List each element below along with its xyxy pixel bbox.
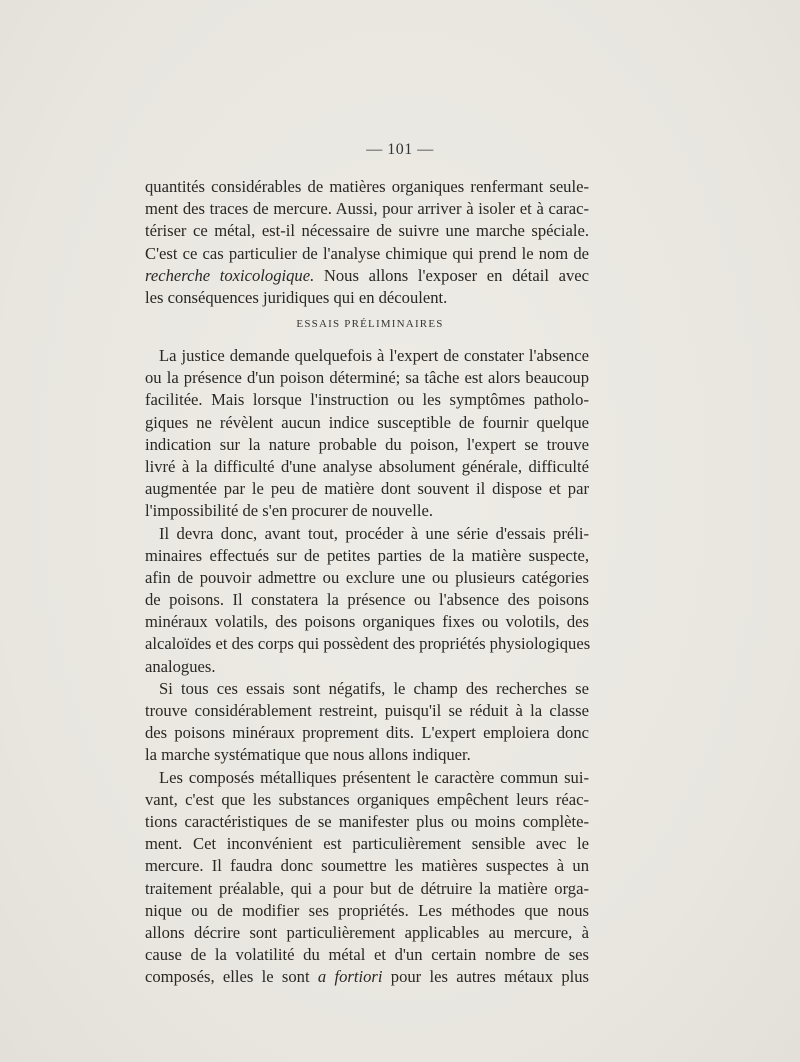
text-line: cause de la volatilité du métal et d'un certain nombre de ses: [145, 945, 589, 965]
text-line: mercure. Il faudra donc soumettre les matières suspectes à un: [145, 856, 589, 876]
text-line: Il devra donc, avant tout, procéder à une série d'essais préli-: [159, 523, 589, 543]
text-line: nique ou de modifier ses propriétés. Les méthodes que nous: [145, 900, 589, 920]
text-line: allons décrire sont particulièrement applicables au mercure, à: [145, 922, 589, 942]
italic-text: recherche toxicologique.: [145, 265, 315, 285]
text-line: giques ne révèlent aucun indice susceptible de fournir quelque: [145, 412, 589, 432]
text-line: [145, 966, 589, 988]
text-line: ment des traces de mercure. Aussi, pour arriver à isoler et à carac-: [145, 199, 589, 219]
text-line: les conséquences juridiques qui en découlent.: [145, 287, 448, 307]
text-line: livré à la difficulté d'une analyse absolument générale, difficulté: [145, 456, 589, 476]
text-line: C'est ce cas particulier de l'analyse chimique qui prend le nom de: [145, 243, 589, 263]
text-line: des poisons minéraux proprement dits. L'expert emploiera donc: [145, 723, 589, 743]
page-number: — 101 —: [366, 141, 434, 158]
text-line: [145, 265, 589, 287]
text-line: trouve considérablement restreint, puisqu'il se réduit à la classe: [145, 701, 589, 720]
intro-paragraph: [145, 176, 589, 309]
italic-text: a fortiori: [317, 967, 383, 987]
text-line: vant, c'est que les substances organiques empêchent leurs réac-: [145, 789, 589, 809]
text-segment: composés, elles le sont: [145, 967, 318, 987]
text-line: indication sur la nature probable du poison, l'expert se trouve: [145, 434, 589, 454]
text-line: traitement préalable, qui a pour but de détruire la matière orga-: [145, 878, 589, 898]
text-line: tériser ce métal, est-il nécessaire de suivre une marche spéciale.: [145, 221, 589, 241]
text-line: la marche systématique que nous allons indiquer.: [145, 745, 471, 765]
text-line: alcaloïdes et des corps qui possèdent des propriétés physiologiques: [145, 634, 591, 654]
text-line: La justice demande quelquefois à l'expert de constater l'absence: [159, 346, 589, 365]
text-line: tions caractéristiques de se manifester plus ou moins complète-: [145, 811, 589, 831]
text-line: afin de pouvoir admettre ou exclure une ou plusieurs catégories: [145, 567, 589, 587]
text-segment: pour les autres métaux plus: [382, 967, 589, 987]
text-line: de poisons. Il constatera la présence ou l'absence des poisons: [145, 590, 589, 610]
text-line: analogues.: [145, 656, 216, 676]
text-line: quantités considérables de matières organiques renfermant seule-: [145, 177, 589, 196]
text-segment: Nous allons l'exposer en détail avec: [314, 265, 589, 285]
body-text: [145, 345, 589, 988]
text-line: facilitée. Mais lorsque l'instruction ou les symptômes patholo-: [145, 390, 589, 410]
text-line: minaires effectués sur de petites parties de la matière suspecte,: [145, 545, 589, 565]
text-line: ou la présence d'un poison déterminé; sa tâche est alors beaucoup: [145, 368, 589, 388]
text-line: augmentée par le peu de matière dont souvent il dispose et par: [145, 479, 589, 499]
text-line: minéraux volatils, des poisons organiques fixes ou volotils, des: [145, 612, 589, 632]
text-line: Si tous ces essais sont négatifs, le champ des recherches se: [159, 678, 589, 698]
text-line: l'impossibilité de s'en procurer de nouvelle.: [145, 501, 434, 521]
section-heading: ESSAIS PRÉLIMINAIRES: [296, 318, 444, 330]
text-line: Les composés métalliques présentent le caractère commun sui-: [159, 767, 589, 787]
text-line: ment. Cet inconvénient est particulièrement sensible avec le: [145, 834, 589, 854]
